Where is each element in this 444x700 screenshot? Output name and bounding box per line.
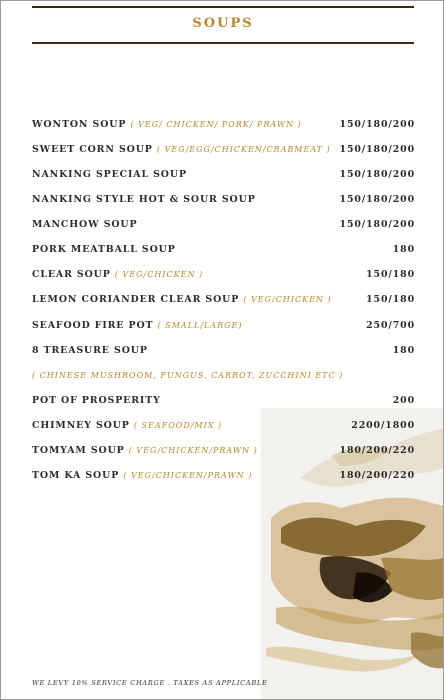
item-name: WONTON SOUP <box>32 119 127 130</box>
item-price: 200 <box>392 395 415 406</box>
item-price: 180/200/220 <box>339 470 415 481</box>
item-name: 8 TREASURE SOUP <box>32 345 148 356</box>
bottom-rule <box>32 42 414 44</box>
menu-item-wonton-soup <box>32 119 415 135</box>
section-title: SOUPS <box>192 16 254 31</box>
item-price: 150/180 <box>366 294 415 305</box>
item-name: MANCHOW SOUP <box>32 219 138 230</box>
menu-item-clear-soup <box>32 269 415 285</box>
item-name: POT OF PROSPERITY <box>32 395 161 406</box>
item-options: ( VEG/ CHICKEN/ PORK/ PRAWN ) <box>130 120 302 129</box>
item-options: ( VEG/CHICKEN/PRAWN ) <box>123 471 253 480</box>
menu-item-pot-of-prosperity <box>32 395 415 411</box>
item-price: 250/700 <box>366 320 415 331</box>
item-options: ( SEAFOOD/MIX ) <box>133 421 223 430</box>
menu-item-manchow-soup <box>32 219 415 235</box>
item-price: 150/180/200 <box>339 144 415 155</box>
item-name: SWEET CORN SOUP <box>32 144 153 155</box>
item-name: CLEAR SOUP <box>32 269 111 280</box>
menu-item-sweet-corn-soup <box>32 144 415 160</box>
item-price: 150/180/200 <box>339 219 415 230</box>
menu-item-8-treasure-soup <box>32 345 415 361</box>
service-charge-footer: WE LEVY 10% SERVICE CHARGE . TAXES AS APPLICABLE <box>32 679 268 687</box>
item-name: PORK MEATBALL SOUP <box>32 244 176 255</box>
menu-item-lemon-coriander-clear-soup <box>32 294 415 310</box>
item-name: CHIMNEY SOUP <box>32 420 130 431</box>
item-price: 180/200/220 <box>339 445 415 456</box>
item-name: SEAFOOD FIRE POT <box>32 320 154 331</box>
menu-item-pork-meatball-soup <box>32 244 415 260</box>
menu-item-nanking-special-soup <box>32 169 415 185</box>
item-name: TOMYAM SOUP <box>32 445 125 456</box>
item-price: 150/180/200 <box>339 194 415 205</box>
item-options: ( VEG/EGG/CHICKEN/CRABMEAT ) <box>156 145 331 154</box>
item-price: 180 <box>392 244 415 255</box>
item-price: 180 <box>392 345 415 356</box>
menu-item-tomyam-soup <box>32 445 415 461</box>
menu-item-seafood-fire-pot <box>32 320 415 336</box>
item-options: ( VEG/CHICKEN/PRAWN ) <box>128 446 258 455</box>
item-options: ( SMALL/LARGE) <box>157 321 243 330</box>
menu-item-tom-ka-soup <box>32 470 415 486</box>
item-price: 2200/1800 <box>351 420 415 431</box>
item-price: 150/180/200 <box>339 119 415 130</box>
item-name: LEMON CORIANDER CLEAR SOUP <box>32 294 240 305</box>
top-rule <box>32 6 414 8</box>
item-options: ( VEG/CHICKEN ) <box>243 295 332 304</box>
item-name: TOM KA SOUP <box>32 470 120 481</box>
item-options: ( VEG/CHICKEN ) <box>114 270 204 279</box>
menu-item-chimney-soup <box>32 420 415 436</box>
item-name: NANKING SPECIAL SOUP <box>32 169 187 180</box>
item-name: NANKING STYLE HOT & SOUR SOUP <box>32 194 256 205</box>
menu-item-nanking-hot-sour-soup <box>32 194 415 210</box>
ingredients-note: ( CHINESE MUSHROOM, FUNGUS, CARROT, ZUCCHINI ETC ) <box>32 371 344 380</box>
item-price: 150/180 <box>366 269 415 280</box>
item-price: 150/180/200 <box>339 169 415 180</box>
